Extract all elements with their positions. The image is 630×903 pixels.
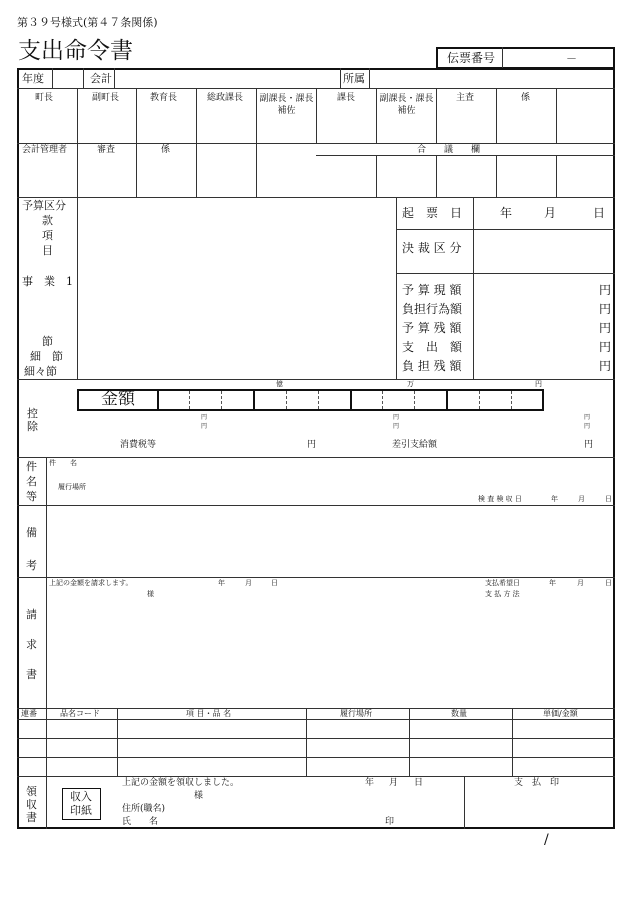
claim-sama: 様 [147,590,154,598]
table-header-serial: 連番 [21,709,37,718]
net-payment-yen: 円 [584,440,594,450]
seal-mark: 印 [385,817,395,827]
performance-place-label: 履行場所 [58,483,86,491]
saisetsu-label: 細 節 [30,350,63,363]
voucher-number-value[interactable]: － [566,52,577,65]
yen-small: 円 [584,423,591,430]
desired-day: 日 [605,579,612,587]
amount-label: 金額 [101,389,135,409]
inspection-date-label: 検 査 検 収 日 [478,495,522,503]
account-label: 会計 [90,72,112,85]
approval-label-chief: 課長 [337,93,356,103]
approval-label-superintendent: 教育長 [150,93,178,103]
project-label: 事 業 1 [22,275,73,288]
item-side-label: 件名等 [26,460,37,503]
claim-year: 年 [218,579,225,587]
inspection-year: 年 [551,495,558,503]
table-header-quantity: 数量 [451,709,467,718]
desired-payment-date-label: 支払希望日 [485,579,520,587]
yen-small: 円 [201,423,208,430]
form-number: 第３９号様式(第４７条関係) [17,16,158,29]
consumption-tax-label: 消費税等 [120,440,157,450]
receipt-text: 上記の金額を領収しました。 [122,778,240,788]
consultation-column-label: 合 議 欄 [417,145,481,155]
receipt-month: 月 [389,778,399,788]
desired-month: 月 [577,579,584,587]
decision-category-label: 決 裁 区 分 [402,241,462,255]
approval-label-deputy-mayor: 副町長 [92,93,120,103]
page-title: 支出命令書 [18,38,133,64]
budget-current-label: 予 算 現 額 [402,283,462,297]
consumption-tax-yen: 円 [307,440,317,450]
payment-method-label: 支 払 方 法 [485,590,520,598]
voucher-number-label: 伝票番号 [447,51,496,65]
yen-unit: 円 [599,321,612,335]
inspection-month: 月 [578,495,585,503]
staff-label: 係 [161,145,171,155]
receipt-name-label: 氏 名 [122,817,159,827]
amount-field[interactable] [77,389,544,411]
receipt-side-label: 領収書 [26,785,37,824]
budget-remaining-label: 予 算 残 額 [402,321,462,335]
kan-label: 款 [42,214,53,227]
yen-unit: 円 [599,340,612,354]
net-payment-label: 差引支給額 [392,440,438,450]
payment-seal-label: 支 払 印 [514,778,560,788]
unit-oku: 億 [276,380,283,388]
receipt-day: 日 [414,778,424,788]
approval-label-general-affairs-chief: 総政課長 [207,93,244,103]
claim-day: 日 [271,579,278,587]
inspection-day: 日 [605,495,612,503]
item-name-label: 件 名 [49,459,77,467]
yen-unit: 円 [599,283,612,297]
budget-category-label: 予算区分 [22,199,66,212]
draft-date-year: 年 [500,206,513,220]
approval-label-assistant-chief-1: 副課長・課長補佐 [259,94,314,116]
expenditure-label: 支 出 額 [402,340,463,354]
yen-small: 円 [201,414,208,421]
approval-label-staff: 係 [521,93,531,103]
approval-label-senior-staff: 主査 [456,93,475,103]
review-label: 審査 [97,145,116,155]
table-header-place: 履行場所 [340,709,372,718]
table-header-item-name: 項 目・品 名 [186,709,232,718]
footer-mark: / [544,832,549,848]
yen-unit: 円 [599,302,612,316]
setsu-label: 節 [42,335,53,348]
yen-small: 円 [584,414,591,421]
approval-label-mayor: 町長 [35,93,54,103]
table-header-unit-price: 単価/金額 [543,709,578,718]
yen-small: 円 [393,423,400,430]
claim-text: 上記の金額を請求します。 [49,579,133,587]
moku-label: 目 [42,244,53,257]
receipt-sama: 様 [194,791,204,801]
approval-label-assistant-chief-2: 副課長・課長補佐 [379,94,434,116]
deduction-label: 控除 [27,407,38,433]
saisaisetsu-label: 細々節 [24,365,57,378]
yen-unit: 円 [599,359,612,373]
unit-man: 万 [407,380,414,388]
draft-date-month: 月 [544,206,557,220]
accounting-manager-label: 会計管理者 [22,145,68,155]
department-label: 所属 [343,72,365,85]
unit-en: 円 [535,380,542,388]
receipt-year: 年 [365,778,375,788]
remarks-side-label: 備考 [26,526,37,572]
yen-small: 円 [393,414,400,421]
claim-month: 月 [245,579,252,587]
receipt-address-label: 住所(職名) [122,804,166,814]
desired-year: 年 [549,579,556,587]
draft-date-day: 日 [593,206,606,220]
revenue-stamp-label: 収入印紙 [70,790,92,817]
draft-date-label: 起 票 日 [402,206,463,220]
table-header-item-code: 品名コード [60,709,100,718]
fiscal-year-label: 年度 [22,72,44,85]
commitment-remaining-label: 負 担 残 額 [402,359,462,373]
claim-side-label: 請求書 [26,608,37,681]
commitment-label: 負担行為額 [402,302,463,316]
kou-label: 項 [42,229,53,242]
